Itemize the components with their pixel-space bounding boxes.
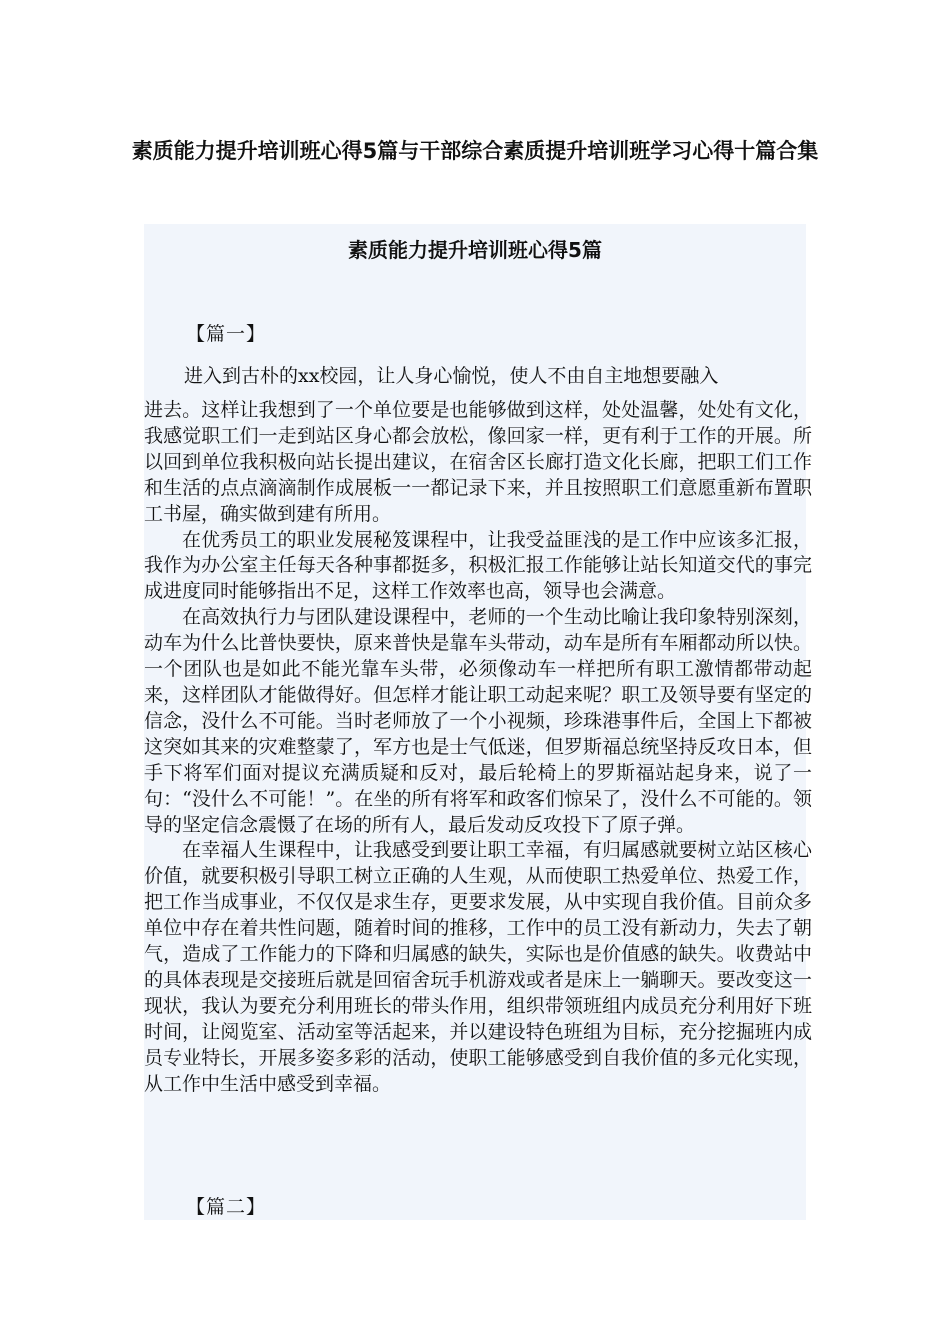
paragraph: 在幸福人生课程中，让我感受到要让职工幸福，有归属感就要树立站区核心价值，就要积极引导职工树立正确的人生观，从而使职工热爱单位、热爱工作，把工作当成事业，不仅仅是求生存，更要求发展，从中实现自我价值。目前众多单位中存在着共性问题，随着时间的推移，工作中的员工没有新动力，失去了朝气，造成了工作能力的下降和归属感的缺失，实际也是价值感的缺失。收费站中的具体表现是交接班后就是回宿舍玩手机游戏或者是床上一躺聊天。要改变这一现状，我认为要充分利用班长的带头作用，组织带领班组内成员充分利用好下班时间，让阅览室、活动室等活起来，并以建设特色班组为目标，充分挖掘班内成员专业特长，开展多姿多彩的活动，使职工能够感受到自我价值的多元化实现，从工作中生活中感受到幸福。 xyxy=(144,839,812,1095)
part-two-label: 【篇二】 xyxy=(186,1196,267,1218)
paragraph: 进去。这样让我想到了一个单位要是也能够做到这样，处处温馨，处处有文化，我感觉职工们一走到站区身心都会放松，像回家一样，更有利于工作的开展。所以回到单位我积极向站长提出建议，在宿舍区长廊打造文化长廊，把职工们工作和生活的点点滴滴制作成展板一一都记录下来，并且按照职工们意愿重新布置职工书屋，确实做到建有所用。 xyxy=(144,399,812,525)
document-title: 素质能力提升培训班心得5篇与干部综合素质提升培训班学习心得十篇合集 xyxy=(131,139,819,163)
first-line: 进入到古朴的xx校园，让人身心愉悦，使人不由自主地想要融入 xyxy=(184,365,719,387)
part-one-label: 【篇一】 xyxy=(186,323,267,345)
paragraph: 在优秀员工的职业发展秘笈课程中，让我受益匪浅的是工作中应该多汇报，我作为办公室主任每天各种事都挺多，积极汇报工作能够让站长知道交代的事完成进度同时能够指出不足，这样工作效率也高，领导也会满意。 xyxy=(144,528,812,603)
content-block xyxy=(144,224,812,1220)
body-text xyxy=(144,398,812,1097)
section-title: 素质能力提升培训班心得5篇 xyxy=(348,238,602,262)
paragraph: 在高效执行力与团队建设课程中，老师的一个生动比喻让我印象特别深刻，动车为什么比普快要快，原来普快是靠车头带动，动车是所有车厢都动所以快。一个团队也是如此不能光靠车头带，必须像动车一样把所有职工激情都带动起来，这样团队才能做得好。但怎样才能让职工动起来呢？职工及领导要有坚定的信念，没什么不可能。当时老师放了一个小视频，珍珠港事件后，全国上下都被这突如其来的灾难整蒙了，军方也是士气低迷，但罗斯福总统坚持反攻日本，但手下将军们面对提议充满质疑和反对，最后轮椅上的罗斯福站起身来，说了一句：“没什么不可能！”。在坐的所有将军和政客们惊呆了，没什么不可能的。领导的坚定信念震慑了在场的所有人，最后发动反攻投下了原子弹。 xyxy=(144,606,812,836)
